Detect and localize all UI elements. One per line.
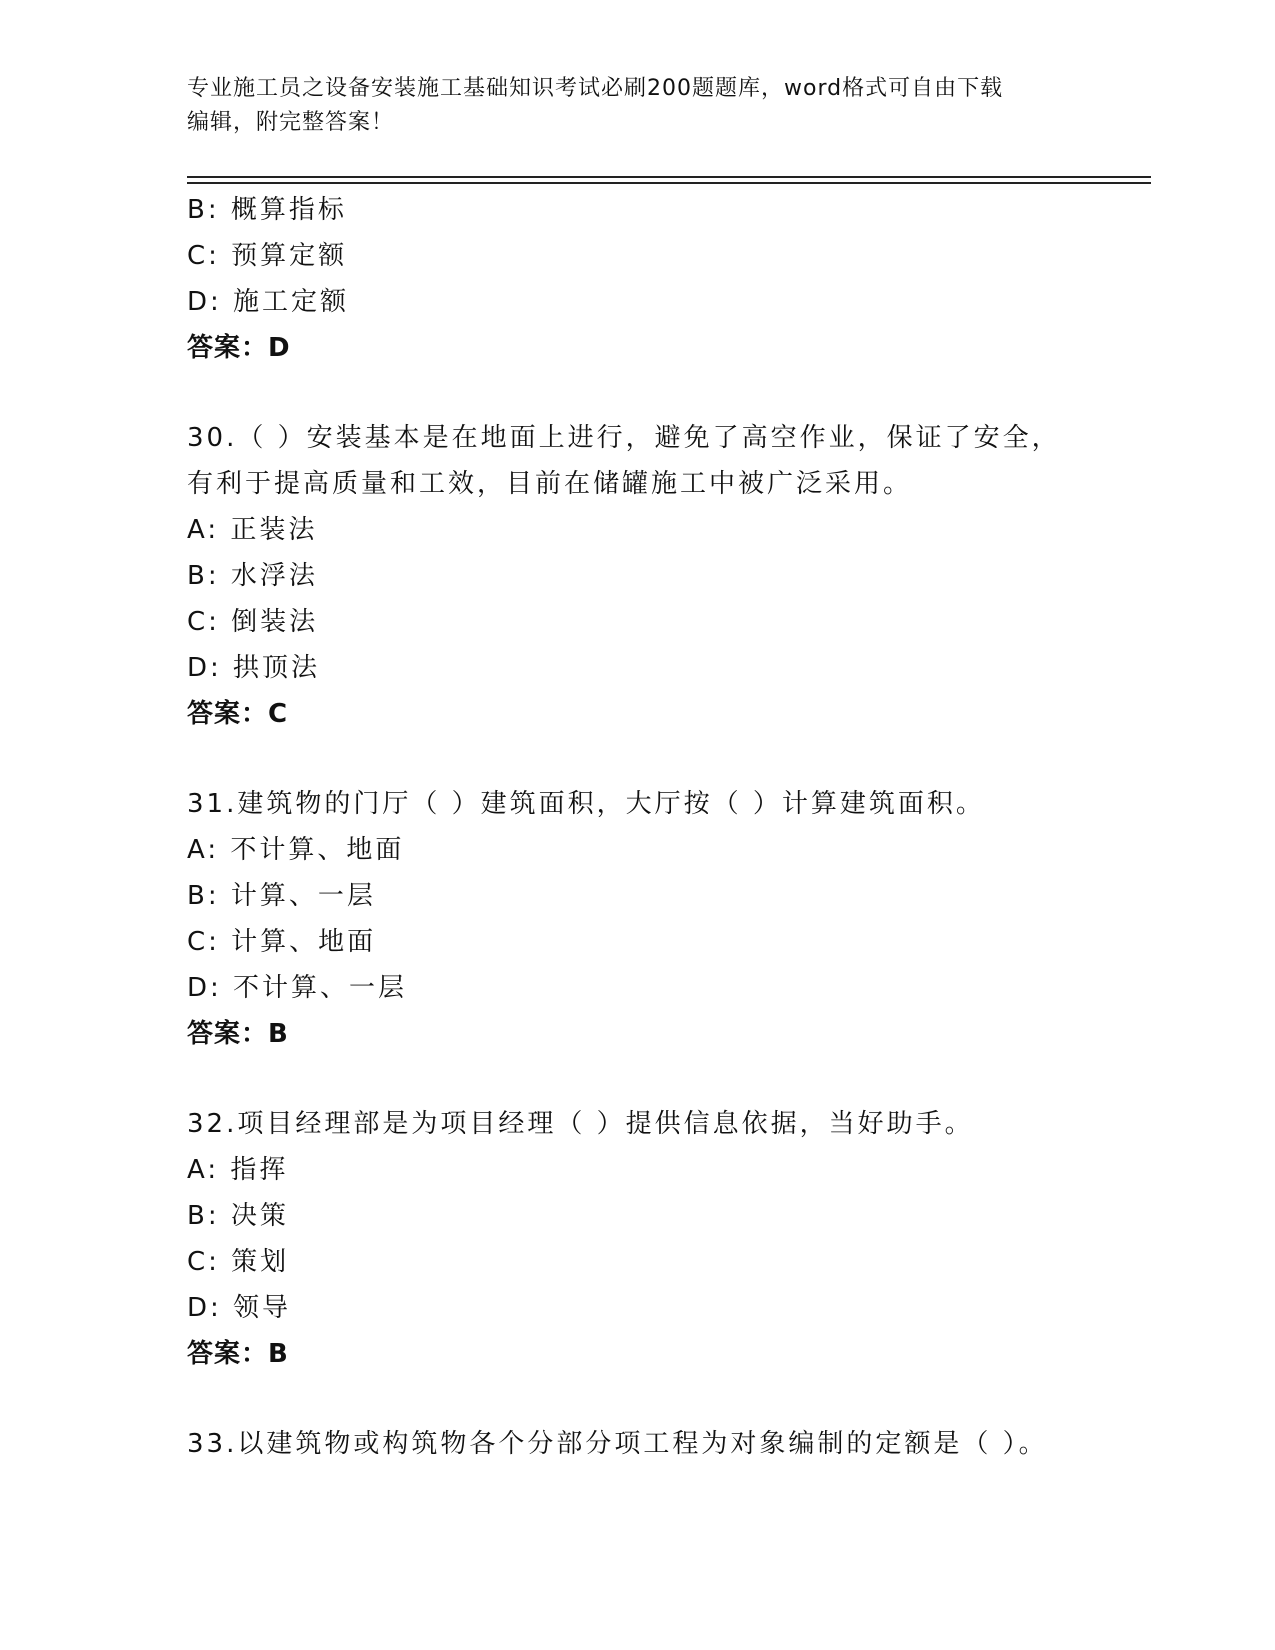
option-d: D: 不计算、一层 (187, 973, 408, 1003)
option-b: B: 概算指标 (187, 195, 347, 225)
question-text-line-1: 30.（ ）安装基本是在地面上进行，避免了高空作业，保证了安全， (187, 423, 1061, 453)
question-31 (187, 781, 1087, 1057)
option-d: D: 领导 (187, 1293, 292, 1323)
option-a: A: 正装法 (187, 515, 318, 545)
header-divider-bottom (187, 182, 1151, 184)
question-text-line-1: 33.以建筑物或构筑物各个分部分项工程为对象编制的定额是（ ）。 (187, 1429, 1048, 1459)
question-text-line-1: 32.项目经理部是为项目经理（ ）提供信息依据，当好助手。 (187, 1109, 974, 1139)
option-c: C: 倒装法 (187, 607, 319, 637)
option-a: A: 不计算、地面 (187, 835, 405, 865)
option-a: A: 指挥 (187, 1155, 289, 1185)
option-c: C: 预算定额 (187, 241, 348, 271)
option-d: D: 拱顶法 (187, 653, 321, 683)
answer-line: 答案：D (187, 333, 291, 363)
question-text-line-2: 有利于提高质量和工效，目前在储罐施工中被广泛采用。 (187, 469, 913, 499)
option-b: B: 决策 (187, 1201, 289, 1231)
question-33 (187, 1421, 1087, 1467)
question-text-line-1: 31.建筑物的门厅（ ）建筑面积，大厅按（ ）计算建筑面积。 (187, 789, 985, 819)
document-header (187, 72, 1067, 140)
option-b: B: 计算、一层 (187, 881, 376, 911)
answer-line: 答案：C (187, 699, 289, 729)
question-32 (187, 1101, 1087, 1377)
option-b: B: 水浮法 (187, 561, 318, 591)
question-30 (187, 415, 1087, 737)
answer-line: 答案：B (187, 1019, 289, 1049)
question-29-continued (187, 187, 1087, 371)
question-list (187, 187, 1087, 1467)
header-title-line-1: 专业施工员之设备安装施工基础知识考试必刷200题题库，word格式可自由下载 (187, 76, 1004, 101)
option-c: C: 策划 (187, 1247, 290, 1277)
option-d: D: 施工定额 (187, 287, 350, 317)
answer-line: 答案：B (187, 1339, 289, 1369)
option-c: C: 计算、地面 (187, 927, 377, 957)
header-divider-top (187, 176, 1151, 178)
header-title-line-2: 编辑，附完整答案！ (187, 110, 395, 135)
